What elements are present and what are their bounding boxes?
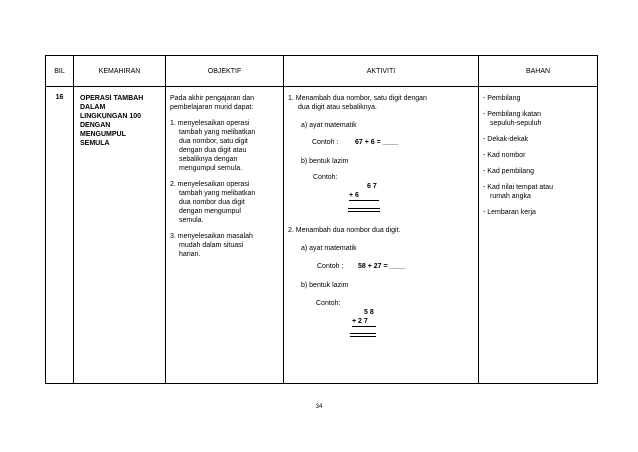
- header-row: [46, 56, 598, 87]
- sum-line-top: [350, 333, 376, 335]
- objektif-line: dengan dua digit atau: [179, 147, 247, 154]
- aktiviti-1a-contoh: Contoh :: [312, 139, 339, 146]
- bahan-line: - Kad nilai tempat atau: [483, 184, 554, 191]
- objektif-line: tambah yang melibatkan: [179, 129, 256, 136]
- sum-line-top: [348, 208, 380, 210]
- bahan-item: - Kad pembilang: [483, 168, 534, 175]
- lesson-plan-table: [45, 55, 598, 384]
- aktiviti-1b: b) bentuk lazim: [301, 158, 349, 165]
- kemahiran-line: MENGUMPUL: [80, 131, 126, 138]
- sum-line-bottom: [348, 211, 380, 213]
- objektif-intro: Pada akhir pengajaran dan: [170, 95, 255, 102]
- page-number: 34: [315, 404, 323, 410]
- objektif-line: sebaliknya dengan: [179, 156, 238, 163]
- sum-line-bottom: [350, 336, 376, 338]
- bahan-item: - Pembilang: [483, 95, 521, 102]
- kemahiran-line: DENGAN: [80, 122, 111, 129]
- bahan-line: - Pembilang ikatan: [483, 111, 541, 118]
- objektif-line: dua nombor, satu digit: [179, 138, 248, 145]
- kemahiran-line: DALAM: [80, 104, 106, 111]
- aktiviti-2b-top-number: 5 8: [364, 309, 374, 316]
- objektif-line: tambah yang melibatkan: [179, 190, 256, 197]
- header-objektif: OBJEKTIF: [166, 56, 284, 87]
- bahan-item: - Dekak-dekak: [483, 136, 529, 143]
- aktiviti-2a-equation: 58 + 27 = ____: [358, 263, 406, 270]
- objektif-line: 3. menyelesaikan masalah: [170, 233, 253, 240]
- objektif-line: dua nombor dua digit: [179, 199, 245, 206]
- bahan-item: [483, 110, 594, 128]
- aktiviti-2b-bottom-number: + 2 7: [352, 317, 376, 327]
- header-aktiviti: AKTIVITI: [284, 56, 479, 87]
- objektif-line: 1. menyelesaikan operasi: [170, 120, 250, 127]
- bil-cell: 16: [46, 87, 74, 384]
- objektif-item: [170, 180, 280, 225]
- aktiviti-1b-bottom-number: + 6: [349, 191, 379, 201]
- aktiviti-cell: [284, 87, 479, 384]
- aktiviti-1b-top-number: 6 7: [367, 183, 377, 190]
- objektif-item: [170, 119, 280, 173]
- kemahiran-line: OPERASI TAMBAH: [80, 95, 144, 102]
- objektif-line: semula.: [179, 217, 204, 224]
- objektif-intro: pembelajaran murid dapat:: [170, 104, 254, 111]
- kemahiran-cell: [74, 87, 166, 384]
- header-bil: BIL: [46, 56, 74, 87]
- aktiviti-2a-contoh: Contoh :: [317, 263, 344, 270]
- table-row: [46, 87, 598, 384]
- objektif-line: harian.: [179, 251, 201, 258]
- aktiviti-2b-contoh: Contoh:: [316, 300, 341, 307]
- aktiviti-1-title: 1. Menambah dua nombor, satu digit dengan: [288, 95, 427, 102]
- bahan-line: sepuluh-sepuluh: [490, 120, 542, 127]
- aktiviti-1-title-cont: dua digit atau sebaliknya.: [298, 104, 377, 111]
- bahan-item: [483, 183, 594, 201]
- bahan-line: rumah angka: [490, 193, 531, 200]
- objektif-line: 2. menyelesaikan operasi: [170, 181, 250, 188]
- aktiviti-1a-equation: 67 + 6 = ____: [355, 139, 399, 146]
- aktiviti-2b: b) bentuk lazim: [301, 282, 349, 289]
- aktiviti-1a: a) ayat matematik: [301, 122, 357, 129]
- kemahiran-line: SEMULA: [80, 140, 110, 147]
- objektif-line: dengan mengumpul: [179, 208, 241, 215]
- bahan-item: - Kad nombor: [483, 152, 526, 159]
- objektif-item: [170, 232, 280, 259]
- bahan-cell: [479, 87, 598, 384]
- objektif-line: mudah dalam situasi: [179, 242, 244, 249]
- header-kemahiran: KEMAHIRAN: [74, 56, 166, 87]
- bahan-item: - Lembaran kerja: [483, 209, 536, 216]
- header-bahan: BAHAN: [479, 56, 598, 87]
- aktiviti-2a: a) ayat matematik: [301, 245, 357, 252]
- objektif-line: mengumpul semula.: [179, 165, 243, 172]
- aktiviti-2-title: 2. Menambah dua nombor dua digit.: [288, 227, 401, 234]
- objektif-cell: [166, 87, 284, 384]
- kemahiran-line: LINGKUNGAN 100: [80, 113, 142, 120]
- aktiviti-1b-contoh: Contoh:: [313, 174, 338, 181]
